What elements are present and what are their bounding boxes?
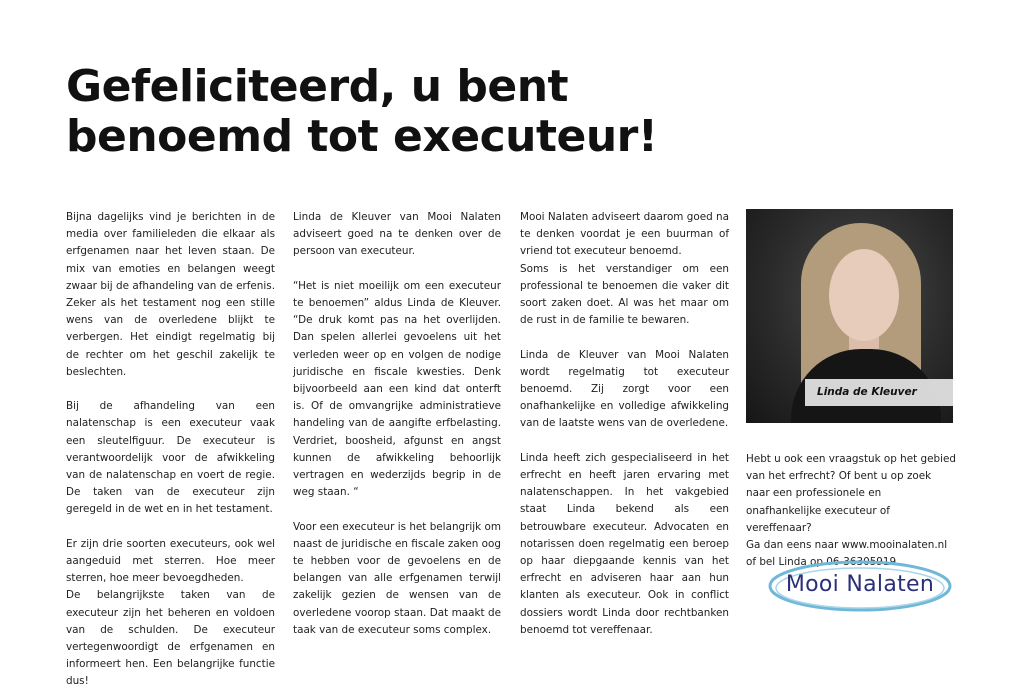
paragraph: Ga dan eens naar www.mooinalaten.nl of bel Linda op 06-36305919. — [746, 539, 948, 569]
paragraph: Linda de Kleuver van Mooi Nalaten wordt regelmatig tot executeur benoemd. Zij zorgt voor een onafhankelijke en volledige afwikkeling van de laatste wens van de overledene. — [520, 348, 729, 430]
paragraph: Hebt u ook een vraagstuk op het gebied van het erfrecht? Of bent u op zoek naar een professionele en onafhankelijke executeur of vereffenaar? — [746, 453, 956, 534]
paragraph: Linda de Kleuver van Mooi Nalaten adviseert goed na te denken over de persoon van executeur. — [293, 211, 501, 258]
photo-caption: Linda de Kleuver — [805, 379, 953, 406]
paragraph: “Het is niet moeilijk om een executeur te benoemen” aldus Linda de Kleuver. “De druk komt pas na het overlijden. Dan spelen allerlei gevoelens uit het verleden weer op en volgen de nodige juridische en fiscale kwesties. Denk bijvoorbeeld aan een kind dat onterft is. Of de omvangrijke administratieve handeling van de aangifte erfbelasting. Verdriet, boosheid, afgunst en angst kunnen de afwikkeling behoorlijk vertragen en wederzijds begrip in de weg staan. “ — [293, 279, 501, 499]
paragraph: Bij de afhandeling van een nalatenschap is een executeur vaak een sleutelfiguur. De executeur is verantwoordelijk voor de afwikkeling van de nalatenschap en voert de regie. De taken van de executeur zijn geregeld in de wet en in het testament. — [66, 400, 275, 516]
paragraph: Voor een executeur is het belangrijk om naast de juridische en fiscale zaken oog te hebben voor de gevoelens en de belangen van alle erfgenamen terwijl zakelijk gezien de wensen van de overledene voorop staan. Dat maakt de taak van de executeur soms complex. — [293, 520, 501, 636]
headline-line-1: Gefeliciteerd, u bent — [66, 61, 569, 112]
article-column-3 — [520, 209, 729, 639]
paragraph: Er zijn drie soorten executeurs, ook wel aangeduid met sterren. Hoe meer sterren, hoe meer bevoegdheden. — [66, 537, 275, 585]
article-column-4 — [746, 451, 956, 571]
portrait-face — [829, 249, 899, 341]
logo-text: Mooi Nalaten — [785, 572, 935, 597]
article-column-1 — [66, 209, 275, 691]
headline — [66, 62, 657, 162]
paragraph: Linda heeft zich gespecialiseerd in het erfrecht en heeft jaren ervaring met nalatenschappen. In het vakgebied staat Linda bekend als een betrouwbare executeur. Advocaten en notarissen doen regelmatig een beroep op haar diepgaande kennis van het erfrecht en adviseren haar aan hun klanten als executeur. Ook in conflict dossiers wordt Linda door rechtbanken benoemd tot vereffenaar. — [520, 451, 729, 636]
paragraph: De belangrijkste taken van de executeur zijn het beheren en voldoen van de schulden. De executeur vertegenwoordigt de erfgenamen en informeert hen. Een belangrijke functie dus! — [66, 589, 275, 688]
paragraph: Bijna dagelijks vind je berichten in de media over familieleden die elkaar als erfgenamen naar het leven staan. De mix van emoties en belangen weegt zwaar bij de afhandeling van de erfenis. Zeker als het testament nog een stille wens van de overledene blijkt te verbergen. Het eindigt regelmatig bij de rechter om het geschil zakelijk te beslechten. — [66, 211, 275, 378]
article-column-2 — [293, 209, 501, 639]
paragraph: Mooi Nalaten adviseert daarom goed na te denken voordat je een buurman of vriend tot executeur benoemd. — [520, 211, 729, 258]
headline-line-2: benoemd tot executeur! — [66, 111, 658, 162]
mooi-nalaten-logo — [765, 557, 955, 617]
paragraph: Soms is het verstandiger om een professional te benoemen die vaker dit soort zaken doet. Al was het maar om de rust in de familie te bewaren. — [520, 262, 729, 327]
